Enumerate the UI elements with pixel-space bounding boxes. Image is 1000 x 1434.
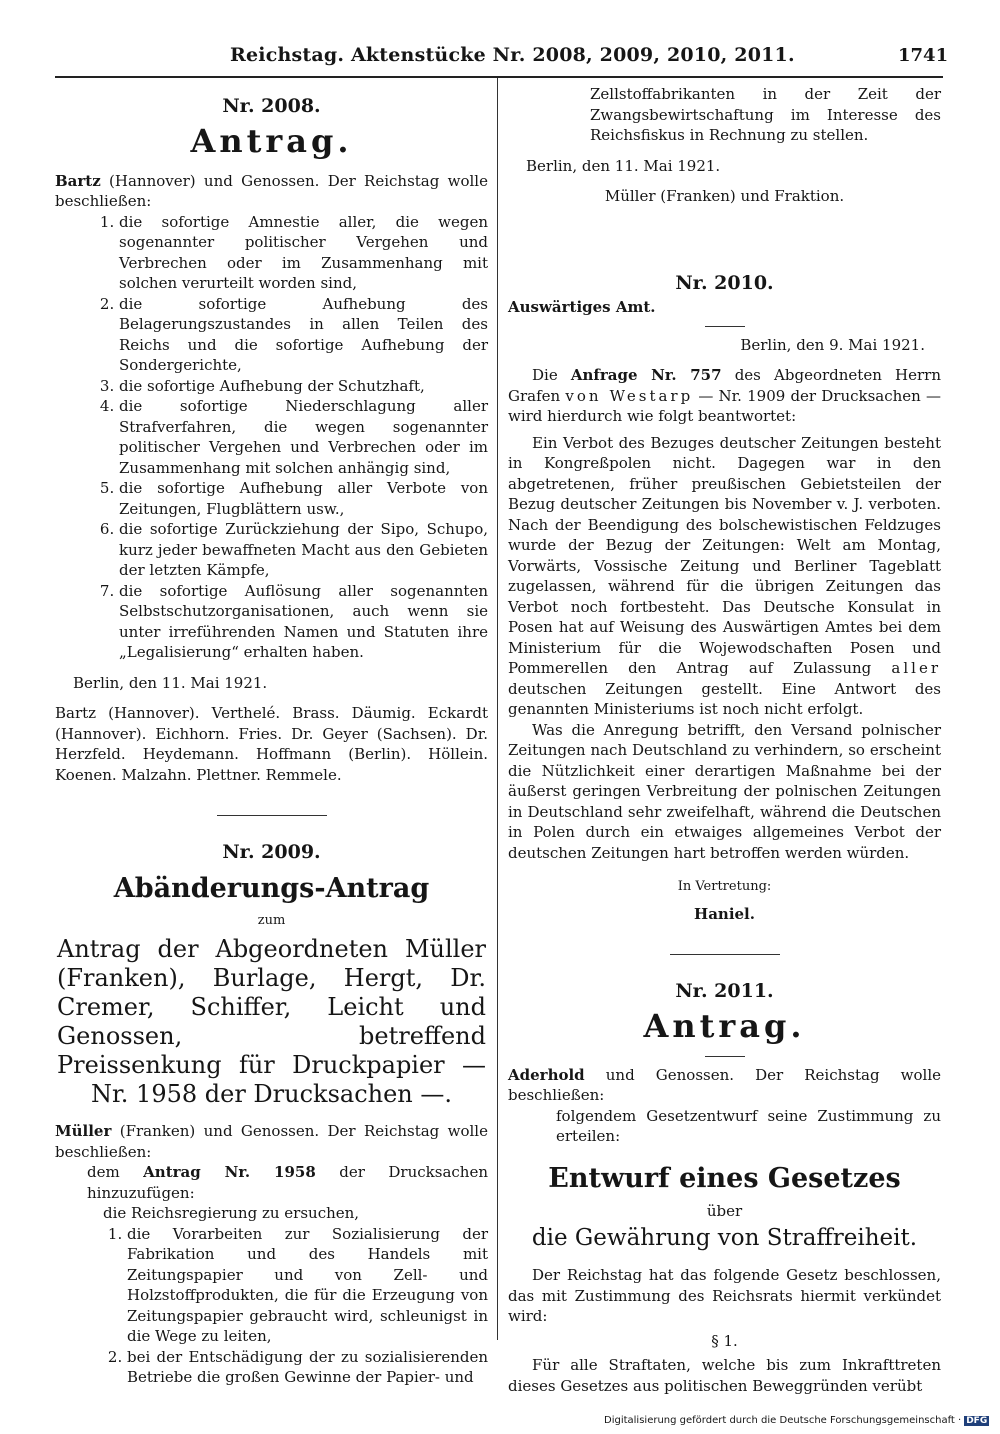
nr2008-signatories: Bartz (Hannover). Verthelé. Brass. Däumig. Eckardt (Hannover). Eichhorn. Fries. Dr. Geyer (Sachsen). Dr. Herzfeld. Heydemann. Hoffmann (Berlin). Höllein. Koenen. Malzahn. Plettner. Remmele.	[55, 704, 488, 784]
nr2010-para2: Was die Anregung betrifft, den Versand polnischer Zeitungen nach Deutschland zu verhindern, so erscheint die Nützlichkeit einer derartigen Maßnahme bei der äußerst geringen Verbreitung der polnischen Zeitungen in Deutschland sehr zweifelhaft, während die Deutschen in Polen durch ein etwaiges allgemeines Verbot der deutschen Zeitungen hart betroffen werden würden.	[508, 720, 941, 862]
nr2010-para1-b: deutschen Zeitungen gestellt. Eine Antwort des genannten Ministeriums ist noch nicht erfolgt.	[508, 679, 941, 718]
nr2011-ueber: über	[706, 1201, 743, 1220]
nr2011-zustimmung: folgendem Gesetzentwurf seine Zustimmung zu erteilen:	[556, 1106, 941, 1145]
nr2010-intro-bold: Anfrage Nr. 757	[570, 366, 722, 384]
small-divider	[705, 326, 745, 327]
list-item: 2. bei der Entschädigung der zu sozialisierenden Betriebe die großen Gewinne der Papier- und	[127, 1347, 488, 1388]
nr2009-heading: Abänderungs-Antrag	[113, 872, 430, 904]
nr2010-signature: Haniel.	[694, 904, 755, 923]
right-column	[508, 84, 941, 1396]
nr2009-subtitle: Antrag der Abgeordneten Müller (Franken), Burlage, Hergt, Dr. Cremer, Schiffer, Leicht und Genossen, betreffend Preissenkung für Druckpapier — Nr. 1958 der Drucksachen —.	[57, 935, 486, 1108]
nr2008-number: Nr. 2008.	[222, 95, 321, 117]
nr2011-number: Nr. 2011.	[675, 980, 774, 1002]
nr2011-intro-text: und Genossen. Der Reichstag wolle beschließen:	[508, 1065, 941, 1104]
page-header	[0, 0, 1000, 80]
nr2008-intro-text: (Hannover) und Genossen. Der Reichstag wolle beschließen:	[55, 171, 488, 210]
header-rule	[55, 76, 943, 78]
nr2009-dem-post: der Drucksachen hinzuzufügen:	[87, 1163, 488, 1202]
nr2008-intro	[55, 171, 488, 212]
nr2011-section: § 1.	[711, 1331, 738, 1350]
nr2011-preamble: Der Reichstag hat das folgende Gesetz beschlossen, das mit Zustimmung des Reichsrats hiermit verkündet wird:	[508, 1266, 941, 1325]
running-title: Reichstag. Aktenstücke Nr. 2008, 2009, 2010, 2011.	[230, 44, 795, 66]
nr2009-regierung: die Reichsregierung zu ersuchen,	[103, 1204, 360, 1222]
nr2010-intro-2: des Abgeordneten Herrn Grafen	[508, 366, 941, 405]
nr2010-para1-a: Ein Verbot des Bezuges deutscher Zeitungen besteht in Kongreßpolen nicht. Dagegen war in den abgetretenen, früher preußischen Gebietsteilen der Bezug deutscher Zeitungen bis November v. J. verboten. Nach der Beendigung des bolschewistischen Feldzuges wurde der Bezug der Zeitungen: Welt am Montag, Vorwärts, Vossische Zeitung und Berliner Tageblatt zugelassen, während für die übrigen Zeitungen das Verbot noch fortbesteht. Das Deutsche Konsulat in Posen hat auf Weisung des Auswärtigen Amtes bei dem Ministerium für die Wojewodschaften Posen und Pommerellen den Antrag auf Zulassung	[508, 433, 941, 677]
nr2011-gewaehrung: die Gewährung von Straffreiheit.	[531, 1225, 918, 1251]
nr2010-para1-spaced: aller	[891, 659, 941, 677]
nr2009-signature: Müller (Franken) und Fraktion.	[604, 187, 845, 205]
list-item: 3. die sofortige Aufhebung der Schutzhaft,	[119, 376, 488, 397]
nr2009-list	[55, 1224, 488, 1388]
nr2009-dem-pre: dem	[87, 1163, 120, 1181]
list-item: 6. die sofortige Zurückziehung der Sipo, Schupo, kurz jeder bewaffneten Macht aus den Gebieten der letzten Kämpfe,	[119, 519, 488, 581]
list-item: 7. die sofortige Auflösung aller sogenannten Selbstschutzorganisationen, auch wenn sie unter irreführenden Namen und Statuten ihre „Legalisierung“ erhalten haben.	[119, 581, 488, 663]
nr2010-number: Nr. 2010.	[675, 271, 774, 294]
section-divider	[217, 815, 327, 816]
nr2009-intro	[55, 1121, 488, 1162]
nr2009-date: Berlin, den 11. Mai 1921.	[526, 156, 721, 175]
nr2008-heading: Antrag.	[190, 121, 353, 160]
footer-text: Digitalisierung gefördert durch die Deutsche Forschungsgemeinschaft ·	[604, 1415, 962, 1426]
nr2009-number: Nr. 2009.	[222, 841, 321, 863]
nr2009-intro-name: Müller	[55, 1122, 112, 1140]
nr2010-intro-von: von Westarp	[565, 386, 694, 405]
page-number: 1741	[898, 45, 949, 66]
nr2010-date: Berlin, den 9. Mai 1921.	[740, 335, 925, 354]
nr2011-heading: Antrag.	[643, 1006, 806, 1045]
nr2008-date: Berlin, den 11. Mai 1921.	[73, 673, 268, 692]
nr2008-list	[55, 212, 488, 663]
nr2009-dem	[55, 1162, 488, 1203]
small-divider	[705, 1056, 745, 1057]
column-divider	[497, 78, 498, 1340]
nr2009-dem-bold: Antrag Nr. 1958	[143, 1163, 316, 1181]
nr2010-vertretung: In Vertretung:	[677, 879, 772, 894]
section-divider	[670, 954, 780, 955]
nr2010-intro	[508, 365, 941, 427]
nr2011-intro-name: Aderhold	[508, 1065, 585, 1084]
list-item: 2. die sofortige Aufhebung des Belagerungszustandes in allen Teilen des Reichs und die sofortige Aufhebung der Sondergerichte,	[119, 294, 488, 376]
nr2009-intro-text: (Franken) und Genossen. Der Reichstag wolle beschließen:	[55, 1122, 488, 1161]
nr2010-para1	[508, 433, 941, 720]
digitization-footer	[604, 1415, 989, 1426]
list-item: 1. die sofortige Amnestie aller, die wegen sogenannter politischer Vergehen und Verbrechen oder im Zusammenhang mit solchen verurteilt worden sind,	[119, 212, 488, 294]
dfg-logo: DFG	[966, 1416, 988, 1426]
nr2008-intro-name: Bartz	[55, 171, 101, 190]
nr2009-zum: zum	[257, 912, 286, 928]
list-item: 4. die sofortige Niederschlagung aller Strafverfahren, die wegen sogenannter politischer Vergehen und Verbrechen oder im Zusammenhang mit solchen anhängig sind,	[119, 396, 488, 478]
nr2010-office: Auswärtiges Amt.	[508, 298, 656, 316]
nr2011-section-text: Für alle Straftaten, welche bis zum Inkrafttreten dieses Gesetzes aus politischen Beweggründen verübt	[508, 1356, 941, 1395]
nr2011-entwurf: Entwurf eines Gesetzes	[548, 1162, 901, 1194]
list-item: 1. die Vorarbeiten zur Sozialisierung der Fabrikation und des Handels mit Zeitungspapier und von Zell- und Holzstoffprodukten, die für die Erzeugung von Zeitungspapier gebraucht wird, schleunigst in die Wege zu leiten,	[127, 1224, 488, 1347]
list-item: 5. die sofortige Aufhebung aller Verbote von Zeitungen, Flugblättern usw.,	[119, 478, 488, 519]
nr2010-intro-3: — Nr. 1909 der Drucksachen — wird hierdurch wie folgt beantwortet:	[508, 386, 941, 425]
left-column	[55, 84, 488, 1388]
nr2010-intro-1: Die	[532, 366, 558, 384]
spacer	[508, 217, 941, 261]
nr2011-intro	[508, 1065, 941, 1106]
nr2009-continuation: Zellstoffabrikanten in der Zeit der Zwangsbewirtschaftung im Interesse des Reichsfiskus in Rechnung zu stellen.	[590, 85, 941, 144]
